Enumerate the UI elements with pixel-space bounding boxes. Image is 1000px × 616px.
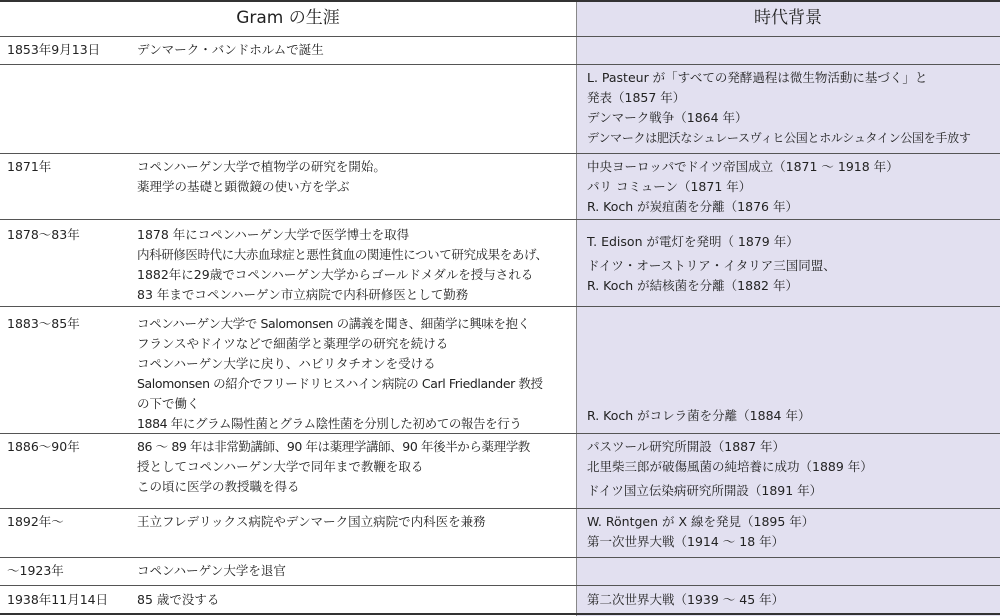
background-line: ドイツ国立伝染病研究所開設（1891 年）: [587, 483, 823, 498]
background-line: デンマークは肥沃なシュレースヴィヒ公国とホルシュタイン公国を手放す: [587, 131, 971, 145]
life-line: デンマーク・バンドホルムで誕生: [137, 42, 324, 57]
background-line: 北里柴三郎が破傷風菌の純培養に成功（1889 年）: [587, 459, 873, 474]
row-life-events: [137, 314, 569, 434]
life-line: この頃に医学の教授職を得る: [137, 479, 300, 494]
background-line: ドイツ・オーストリア・イタリア三国同盟、: [587, 258, 836, 273]
header-gram-life: Gram の生涯: [236, 8, 340, 28]
row-date: 1853年9月13日: [7, 42, 101, 57]
background-line: パリ コミューン（1871 年）: [587, 179, 752, 194]
row-divider: [0, 153, 1000, 154]
life-line: フランスやドイツなどで細菌学と薬理学の研究を続ける: [137, 336, 449, 351]
life-line: コペンハーゲン大学に戻り、ハビリタチオンを受ける: [137, 356, 436, 371]
row-background-events: [587, 512, 997, 552]
row-divider: [0, 64, 1000, 65]
background-line: デンマーク戦争（1864 年）: [587, 110, 748, 125]
column-divider: [576, 0, 577, 616]
row-divider: [0, 557, 1000, 558]
life-line: 86 ～ 89 年は非常勤講師、90 年は薬理学講師、90 年後半から薬理学教: [137, 439, 530, 454]
row-date: 1871年: [7, 159, 52, 174]
row-divider: [0, 306, 1000, 307]
life-line: 83 年までコペンハーゲン市立病院で内科研修医として勤務: [137, 287, 469, 302]
row-date: 1883～85年: [7, 316, 80, 331]
row-background-events: [587, 157, 997, 217]
life-line: 薬理学の基礎と顕微鏡の使い方を学ぶ: [137, 179, 350, 194]
row-life-events: [137, 40, 569, 60]
row-life-events: [137, 561, 569, 581]
row-background-events: [587, 68, 997, 148]
life-line: 1882年に29歳でコペンハーゲン大学からゴールドメダルを授与される: [137, 267, 534, 282]
life-line: 1878 年にコペンハーゲン大学で医学博士を取得: [137, 227, 410, 242]
life-line: Salomonsen の紹介でフリードリヒスハイン病院の Carl Friedlander 教授: [137, 376, 543, 391]
background-line: 中央ヨーロッパでドイツ帝国成立（1871 ～ 1918 年）: [587, 159, 899, 174]
row-date: 1886～90年: [7, 439, 80, 454]
row-life-events: [137, 512, 569, 532]
row-date: 1938年11月14日: [7, 592, 109, 607]
life-line: コペンハーゲン大学を退官: [137, 563, 286, 578]
header-divider: [0, 36, 1000, 37]
bottom-border: [0, 613, 1000, 615]
background-line: R. Koch が結核菌を分離（1882 年）: [587, 278, 798, 293]
background-line: R. Koch がコレラ菌を分離（1884 年）: [587, 408, 811, 423]
row-background-events: [587, 590, 997, 610]
background-line: パスツール研究所開設（1887 年）: [587, 439, 786, 454]
row-divider: [0, 219, 1000, 220]
background-line: 第二次世界大戦（1939 ～ 45 年）: [587, 592, 785, 607]
row-background-events: [587, 437, 997, 501]
life-line: の下で働く: [137, 396, 200, 411]
row-life-events: [137, 225, 569, 305]
background-line: W. Röntgen が X 線を発見（1895 年）: [587, 514, 815, 529]
top-border: [0, 0, 1000, 2]
row-divider: [0, 508, 1000, 509]
row-date: 1878～83年: [7, 227, 80, 242]
background-line: L. Pasteur が「すべての発酵過程は微生物活動に基づく」と: [587, 70, 928, 85]
row-life-events: [137, 590, 569, 610]
row-divider: [0, 585, 1000, 586]
row-life-events: [137, 157, 569, 197]
row-date: 1892年～: [7, 514, 64, 529]
row-life-events: [137, 437, 569, 497]
row-background-events: [587, 232, 997, 296]
life-line: コペンハーゲン大学で植物学の研究を開始。: [137, 159, 386, 174]
row-date: ～1923年: [7, 563, 64, 578]
background-line: 発表（1857 年）: [587, 90, 686, 105]
life-line: コペンハーゲン大学で Salomonsen の講義を聞き、細菌学に興味を抱く: [137, 316, 530, 331]
life-line: 1884 年にグラム陽性菌とグラム陰性菌を分別した初めての報告を行う: [137, 416, 522, 431]
life-line: 授としてコペンハーゲン大学で同年まで教鞭を取る: [137, 459, 424, 474]
background-line: T. Edison が電灯を発明（ 1879 年）: [587, 234, 799, 249]
header-historical-background: 時代背景: [754, 8, 822, 28]
row-background-events: [587, 406, 997, 426]
background-line: R. Koch が炭疽菌を分離（1876 年）: [587, 199, 798, 214]
background-line: 第一次世界大戦（1914 ～ 18 年）: [587, 534, 785, 549]
life-line: 王立フレデリックス病院やデンマーク国立病院で内科医を兼務: [137, 514, 486, 529]
life-line: 内科研修医時代に大赤血球症と悪性貧血の関連性について研究成果をあげ、: [137, 247, 548, 262]
life-line: 85 歳で没する: [137, 592, 220, 607]
